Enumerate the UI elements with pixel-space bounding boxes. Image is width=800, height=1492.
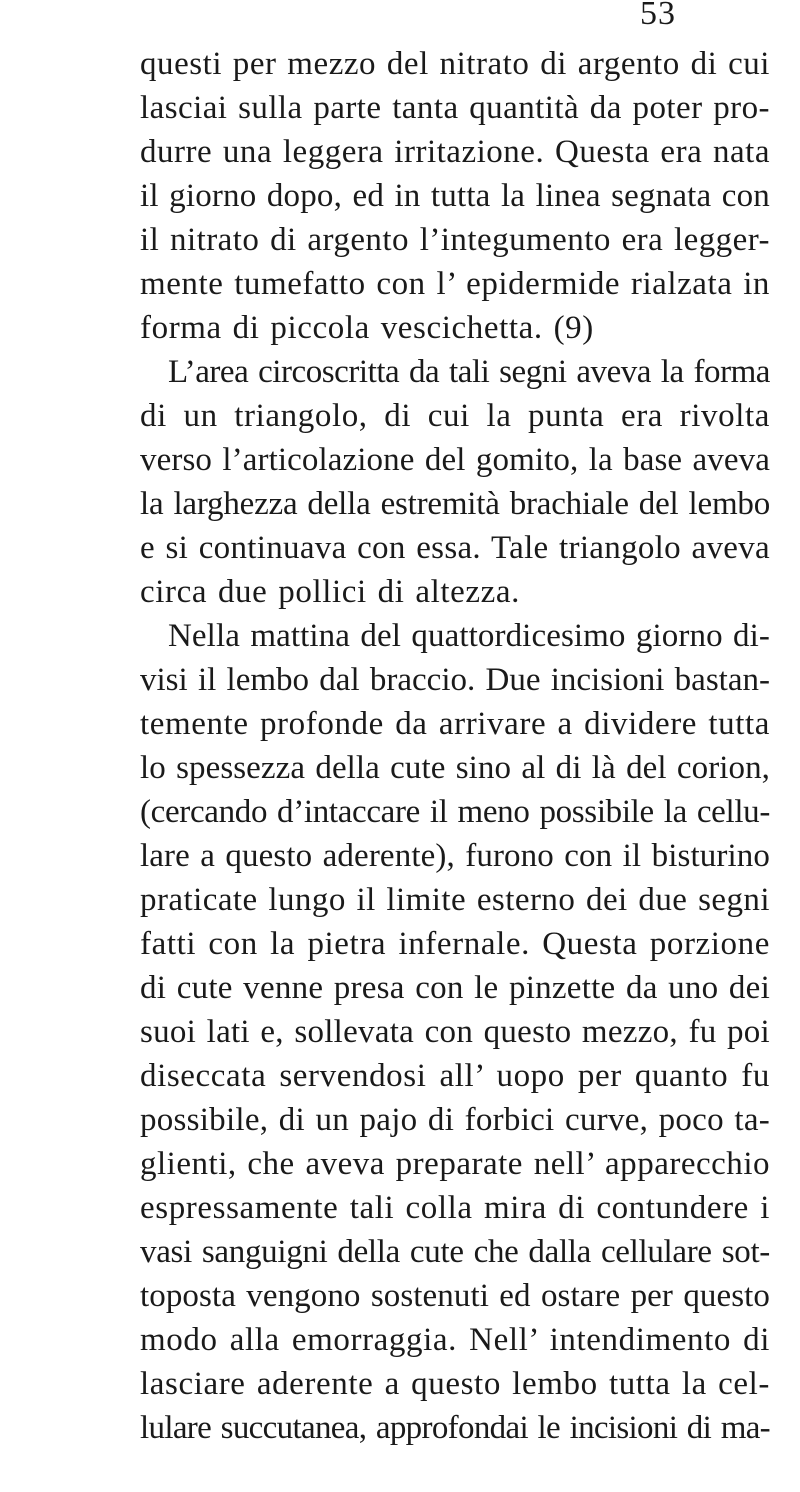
text-line: il nitrato di argento l’integumento era legger- xyxy=(140,222,770,258)
text-line: questi per mezzo del nitrato di argento di cui xyxy=(140,46,770,82)
text-line: modo alla emorraggia. Nell’ intendimento di xyxy=(140,1322,770,1358)
text-line: lasciai sulla parte tanta quantità da poter pro- xyxy=(140,90,770,126)
text-line: di cute venne presa con le pinzette da uno dei xyxy=(140,970,770,1006)
text-line: (cercando d’intaccare il meno possibile la cellu- xyxy=(140,794,770,830)
text-line: mente tumefatto con l’ epidermide rialzata in xyxy=(140,266,770,302)
text-line: possibile, di un pajo di forbici curve, poco ta- xyxy=(140,1102,770,1138)
text-line: temente profonde da arrivare a dividere tutta xyxy=(140,706,770,742)
text-line: di un triangolo, di cui la punta era rivolta xyxy=(140,398,770,434)
text-line: il giorno dopo, ed in tutta la linea segnata con xyxy=(140,178,770,214)
text-line: suoi lati e, sollevata con questo mezzo, fu poi xyxy=(140,1014,770,1050)
text-line: durre una leggera irritazione. Questa era nata xyxy=(140,134,770,170)
text-line: toposta vengono sostenuti ed ostare per questo xyxy=(140,1278,770,1314)
text-line: e si continuava con essa. Tale triangolo aveva xyxy=(140,530,770,566)
text-line: circa due pollici di altezza. xyxy=(140,574,520,610)
text-line: verso l’articolazione del gomito, la base aveva xyxy=(140,442,770,478)
page-number: 53 xyxy=(640,0,676,32)
text-line: praticate lungo il limite esterno dei due segni xyxy=(140,882,770,918)
text-line: espressamente tali colla mira di contundere i xyxy=(140,1190,770,1226)
text-line: glienti, che aveva preparate nell’ apparecchio xyxy=(140,1146,770,1182)
text-line: forma di piccola vescichetta. (9) xyxy=(140,310,594,346)
text-line: lo spessezza della cute sino al di là del corion, xyxy=(140,750,770,786)
text-line: visi il lembo dal braccio. Due incisioni bastan- xyxy=(140,662,770,698)
text-line: lulare succutanea, approfondai le incisioni di ma- xyxy=(140,1410,770,1446)
text-line: fatti con la pietra infernale. Questa porzione xyxy=(140,926,770,962)
text-line: lare a questo aderente), furono con il bisturino xyxy=(140,838,770,874)
text-line: vasi sanguigni della cute che dalla cellulare sot- xyxy=(140,1234,770,1270)
text-line: L’area circoscritta da tali segni aveva la forma xyxy=(168,354,771,390)
text-line: Nella mattina del quattordicesimo giorno di- xyxy=(168,618,770,654)
text-line: lasciare aderente a questo lembo tutta la cel- xyxy=(140,1366,770,1402)
text-line: diseccata servendosi all’ uopo per quanto fu xyxy=(140,1058,770,1094)
text-line: la larghezza della estremità brachiale del lembo xyxy=(140,486,770,522)
